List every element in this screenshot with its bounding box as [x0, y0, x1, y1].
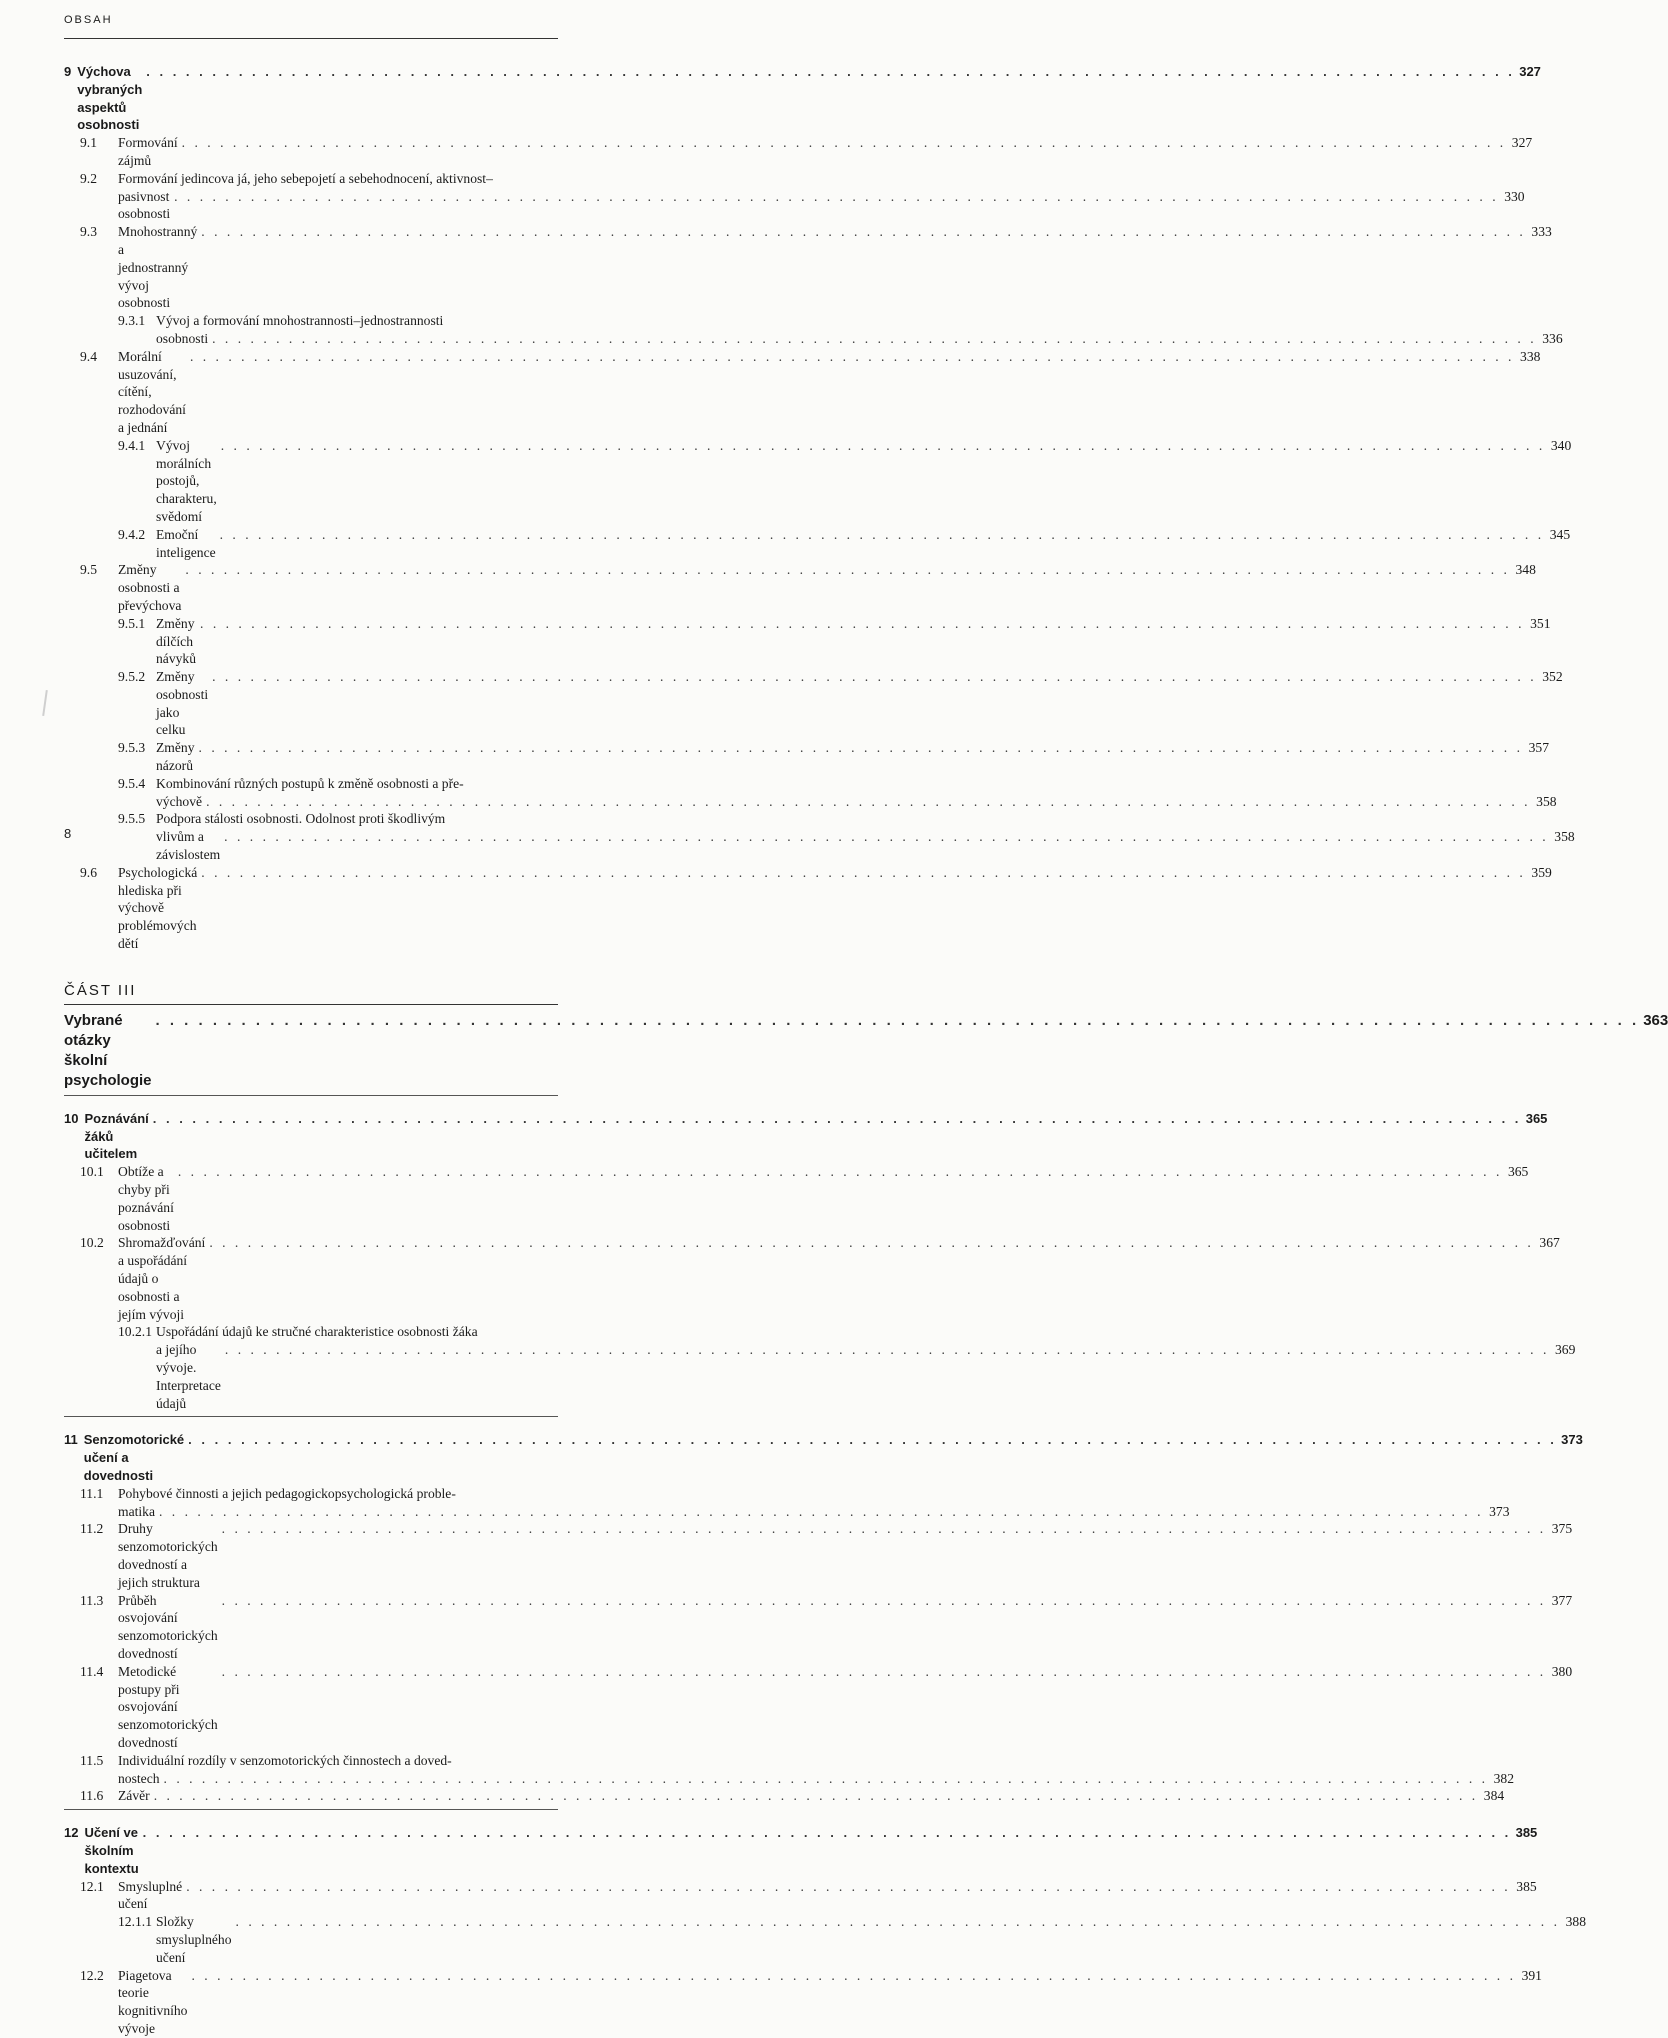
page-number: 327 — [1519, 64, 1541, 79]
section-number: 11.5 — [80, 1752, 104, 1768]
leader-dots — [212, 668, 1536, 686]
section-number: 12.1 — [80, 1878, 104, 1894]
chapter-title: Výchova vybraných aspektů osobnosti — [77, 64, 143, 133]
section-title-cont: výchově — [156, 793, 203, 809]
toc-entry-12-2[interactable] — [64, 1967, 1542, 2038]
section-number: 11.4 — [80, 1663, 104, 1679]
toc-entry-9-2-cont[interactable] — [64, 188, 1525, 224]
toc-entry-11-4[interactable] — [64, 1663, 1573, 1752]
page-number: 359 — [1531, 864, 1552, 880]
leader-dots — [236, 1913, 1560, 1931]
header-rule — [64, 38, 558, 39]
section-number: 10.2.1 — [118, 1324, 152, 1340]
leader-dots — [154, 1787, 1478, 1805]
leader-dots — [186, 1878, 1510, 1896]
section-title-cont: pasivnost osobnosti — [118, 188, 171, 222]
leader-dots — [159, 1503, 1483, 1521]
section-title: Změny dílčích návyků — [156, 615, 197, 667]
section-title: Složky smysluplného učení — [156, 1914, 232, 1965]
toc-entry-9-6[interactable] — [64, 864, 1552, 953]
section-title: Formování zájmů — [118, 135, 178, 168]
section-rule — [64, 1809, 558, 1810]
page-number: 363 — [1643, 1011, 1668, 1029]
table-of-contents — [64, 63, 1668, 2038]
leader-dots — [224, 828, 1548, 846]
section-title: Mnohostranný a jednostranný vývoj osobnosti — [118, 224, 198, 311]
page-number: 385 — [1515, 1825, 1538, 1841]
leader-dots — [221, 437, 1545, 455]
leader-dots — [222, 1592, 1546, 1610]
page-number: 357 — [1528, 740, 1549, 756]
toc-entry-9-5-5[interactable] — [64, 810, 558, 828]
section-number: 9.4.2 — [118, 526, 146, 542]
section-title: Piagetova teorie kognitivního vývoje — [118, 1967, 188, 2036]
chapter-number: 9 — [64, 64, 72, 79]
section-title: Pohybové činnosti a jejich pedagogickopsychologická proble- — [118, 1485, 456, 1501]
toc-entry-9-4-1[interactable] — [64, 437, 1572, 526]
section-number: 9.5 — [80, 562, 97, 578]
toc-entry-9-5-4-cont[interactable] — [64, 793, 1557, 811]
page-number: 327 — [1511, 135, 1533, 151]
leader-dots — [220, 526, 1544, 544]
page-number: 384 — [1483, 1788, 1505, 1804]
part-title: Vybrané otázky školní psychologie — [64, 1011, 152, 1089]
page-number: 358 — [1554, 829, 1575, 845]
leader-dots — [199, 739, 1523, 757]
section-number: 9.6 — [80, 864, 97, 880]
leader-dots — [153, 1110, 1522, 1128]
toc-entry-9-5-3[interactable] — [64, 739, 1549, 775]
toc-part-3[interactable] — [64, 1011, 1668, 1091]
leader-dots — [225, 1341, 1549, 1359]
toc-entry-9-5-5-cont[interactable] — [64, 828, 1575, 864]
page-number: 382 — [1493, 1770, 1515, 1786]
page-number: 345 — [1549, 526, 1571, 542]
page-number: 375 — [1551, 1521, 1573, 1537]
leader-dots — [209, 1234, 1533, 1252]
toc-entry-9-3-1[interactable] — [64, 312, 558, 330]
toc-entry-9-2[interactable] — [64, 170, 558, 188]
toc-chapter-10[interactable] — [64, 1110, 1548, 1163]
chapter-title: Poznávání žáků učitelem — [84, 1110, 149, 1162]
section-title-cont: nostech — [118, 1770, 160, 1786]
section-number: 9.4 — [80, 348, 97, 364]
section-number: 12.1.1 — [118, 1914, 152, 1930]
page-footer-number: 8 — [64, 826, 72, 841]
section-number: 9.5.4 — [118, 775, 146, 791]
toc-entry-9-5-4[interactable] — [64, 775, 558, 793]
section-number: 11.2 — [80, 1521, 104, 1537]
page-number: 377 — [1551, 1592, 1573, 1608]
page-number: 333 — [1531, 224, 1552, 240]
page-number: 352 — [1542, 669, 1563, 685]
page-number: 348 — [1515, 562, 1536, 578]
section-title: Vývoj a formování mnohostrannosti–jednostrannosti — [156, 313, 444, 329]
section-title: Uspořádání údajů ke stručné charakteristice osobnosti žáka — [156, 1324, 478, 1340]
leader-dots — [222, 1663, 1546, 1681]
section-title: Morální usuzování, cítění, rozhodování a jednání — [118, 348, 186, 435]
page-number: 388 — [1565, 1914, 1586, 1930]
chapter-title: Senzomotorické učení a dovednosti — [83, 1432, 185, 1483]
section-title: Obtíže a chyby při poznávání osobnosti — [118, 1164, 174, 1233]
page-number: 351 — [1530, 615, 1551, 631]
leader-dots — [201, 864, 1525, 882]
page-number: 369 — [1554, 1342, 1576, 1358]
section-number: 11.6 — [80, 1788, 104, 1804]
section-title: Metodické postupy při osvojování senzomotorických dovedností — [118, 1663, 218, 1750]
toc-entry-11-3[interactable] — [64, 1592, 1573, 1663]
page-number: 365 — [1525, 1110, 1548, 1126]
section-number: 9.5.1 — [118, 615, 146, 631]
page-number: 391 — [1521, 1967, 1542, 1983]
section-title: Změny osobnosti jako celku — [156, 669, 209, 738]
section-number: 9.4.1 — [118, 437, 146, 453]
toc-entry-11-2[interactable] — [64, 1520, 1573, 1591]
section-title-cont: matika — [118, 1503, 155, 1519]
section-number: 10.2 — [80, 1235, 104, 1251]
section-rule — [64, 1416, 558, 1417]
toc-entry-11-1[interactable] — [64, 1485, 558, 1503]
toc-entry-12-1-1[interactable] — [64, 1913, 1586, 1966]
section-title: Smysluplné učení — [118, 1878, 183, 1912]
leader-dots — [206, 793, 1530, 811]
section-number: 9.2 — [80, 170, 97, 186]
section-number: 9.3 — [80, 224, 97, 240]
toc-entry-11-1-cont[interactable] — [64, 1503, 1510, 1521]
leader-dots — [190, 348, 1514, 366]
leader-dots — [174, 188, 1498, 206]
toc-entry-11-5[interactable] — [64, 1752, 558, 1770]
section-number: 9.5.3 — [118, 740, 146, 756]
toc-entry-9-5[interactable] — [64, 561, 1536, 614]
section-title-cont: a jejího vývoje. Interpretace údajů — [156, 1342, 221, 1411]
chapter-number: 11 — [64, 1432, 78, 1448]
leader-dots — [212, 330, 1536, 348]
part-rule — [64, 1004, 558, 1005]
section-title: Vývoj morálních postojů, charakteru, svědomí — [156, 437, 217, 524]
leader-dots — [201, 223, 1525, 241]
toc-entry-9-4[interactable] — [64, 348, 1541, 437]
section-number: 10.1 — [80, 1164, 104, 1180]
section-title: Změny názorů — [156, 740, 195, 774]
section-number: 9.5.5 — [118, 811, 146, 827]
section-title: Průběh osvojování senzomotorických dovedností — [118, 1592, 218, 1661]
page-number: 367 — [1539, 1235, 1560, 1251]
section-number: 9.3.1 — [118, 313, 146, 329]
leader-dots — [188, 1431, 1557, 1449]
page-number: 338 — [1520, 348, 1541, 364]
toc-entry-10-1[interactable] — [64, 1163, 1529, 1234]
toc-entry-10-2-1-cont[interactable] — [64, 1341, 1576, 1412]
section-title: Podpora stálosti osobnosti. Odolnost proti škodlivým — [156, 811, 446, 827]
section-title: Druhy senzomotorických dovedností a jejich struktura — [118, 1521, 218, 1590]
section-title: Emoční inteligence — [156, 526, 216, 560]
page-number: 358 — [1536, 793, 1557, 809]
section-title: Formování jedincova já, jeho sebepojetí a sebehodnocení, aktivnost– — [118, 170, 493, 186]
leader-dots — [156, 1011, 1640, 1031]
section-rule — [64, 1095, 558, 1096]
section-title: Psychologická hlediska při výchově problémových dětí — [118, 864, 198, 952]
toc-entry-11-5-cont[interactable] — [64, 1770, 1515, 1788]
toc-chapter-12[interactable] — [64, 1824, 1538, 1877]
section-number: 11.3 — [80, 1592, 104, 1608]
toc-chapter-11[interactable] — [64, 1431, 1583, 1484]
running-header: OBSAH — [64, 14, 113, 26]
chapter-number: 10 — [64, 1110, 79, 1126]
section-number: 12.2 — [80, 1967, 104, 1983]
leader-dots — [178, 1163, 1502, 1181]
toc-entry-9-3-1-cont[interactable] — [64, 330, 1563, 348]
page-number: 330 — [1504, 188, 1525, 204]
section-title: Kombinování různých postupů k změně osobnosti a pře- — [156, 775, 464, 791]
toc-entry-12-1[interactable] — [64, 1878, 1537, 1914]
leader-dots — [182, 134, 1506, 152]
section-title-cont: osobnosti — [156, 330, 209, 346]
page-number: 373 — [1561, 1432, 1583, 1448]
leader-dots — [191, 1967, 1515, 1985]
page-number: 380 — [1551, 1663, 1573, 1679]
section-title-cont: vlivům a závislostem — [156, 829, 221, 863]
toc-entry-10-2[interactable] — [64, 1234, 1560, 1323]
toc-entry-9-5-1[interactable] — [64, 615, 1551, 668]
toc-entry-10-2-1[interactable] — [64, 1323, 558, 1341]
toc-chapter-9[interactable] — [64, 63, 1541, 134]
toc-entry-11-6[interactable] — [64, 1787, 1505, 1805]
page-number: 340 — [1550, 437, 1572, 453]
leader-dots — [146, 63, 1515, 81]
leader-dots — [222, 1520, 1546, 1538]
chapter-number: 12 — [64, 1825, 79, 1841]
leader-dots — [164, 1770, 1488, 1788]
margin-mark — [42, 690, 48, 716]
section-number: 9.1 — [80, 135, 97, 151]
chapter-title: Učení ve školním kontextu — [84, 1825, 139, 1876]
leader-dots — [200, 615, 1524, 633]
leader-dots — [185, 561, 1509, 579]
section-number: 9.5.2 — [118, 669, 146, 685]
toc-entry-9-1[interactable] — [64, 134, 1533, 170]
section-title: Závěr — [118, 1788, 150, 1804]
toc-entry-9-5-2[interactable] — [64, 668, 1563, 739]
section-title: Změny osobnosti a převýchova — [118, 562, 182, 613]
part-label: ČÁST III — [64, 981, 137, 999]
page-number: 373 — [1489, 1503, 1510, 1519]
leader-dots — [143, 1824, 1512, 1842]
page-number: 365 — [1507, 1164, 1529, 1180]
section-title: Shromažďování a uspořádání údajů o osobnosti a jejím vývoji — [118, 1235, 206, 1322]
page-number: 336 — [1542, 330, 1563, 346]
page-number: 385 — [1516, 1878, 1537, 1894]
section-title: Individuální rozdíly v senzomotorických činnostech a doved- — [118, 1752, 452, 1768]
toc-entry-9-4-2[interactable] — [64, 526, 1571, 562]
section-number: 11.1 — [80, 1485, 104, 1501]
toc-entry-9-3[interactable] — [64, 223, 1552, 312]
